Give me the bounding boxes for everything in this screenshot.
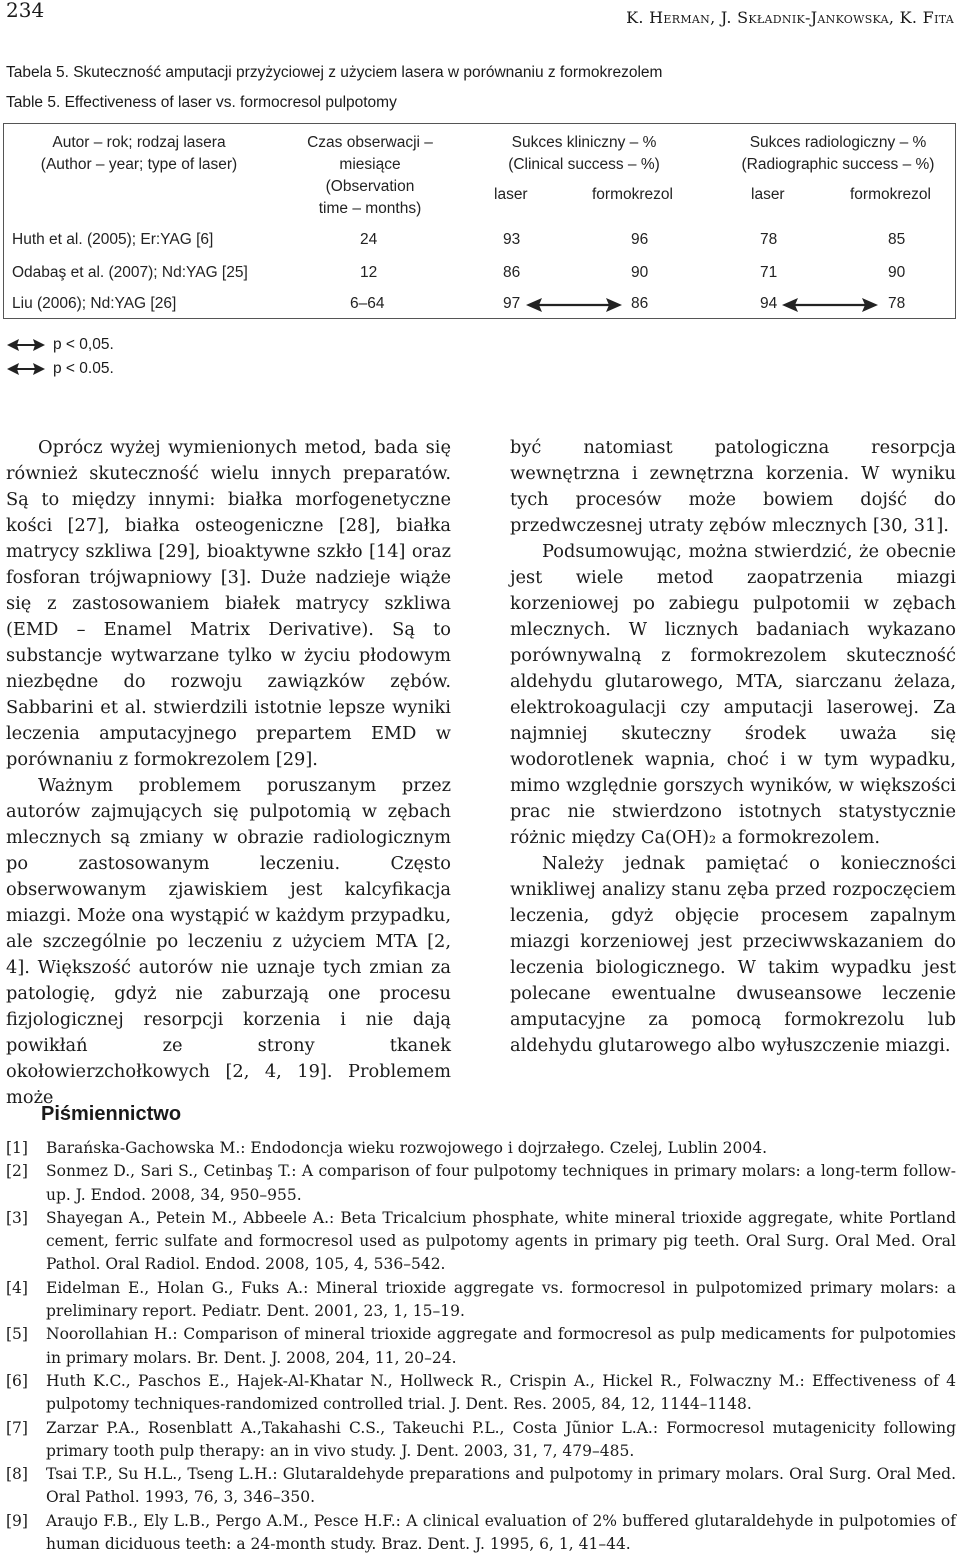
references-list [6, 1137, 956, 1556]
row-radio-laser: 94 [760, 295, 778, 312]
reference-number: [3] [6, 1208, 28, 1227]
row-clinical-laser: 97 [503, 295, 521, 312]
header-time-line: time – months) [318, 200, 422, 217]
header-radio-line: (Radiographic success – %) [741, 156, 935, 173]
reference-number: [4] [6, 1278, 28, 1297]
header-time-line: miesiące [339, 156, 401, 173]
body-paragraph: być natomiast patologiczna resorpcja wewnętrzna i zewnętrzna korzenia. W wyniku tych procesów może bowiem dojść do przedwczesnej utraty zębów mlecznych [30, 31]. [510, 437, 956, 536]
row-radio-formo: 90 [888, 264, 906, 281]
header-author-line: (Author – year; type of laser) [40, 156, 238, 173]
header-author [4, 132, 274, 176]
reference-item [6, 1370, 956, 1417]
row-clinical-formo: 86 [631, 295, 649, 312]
row-time: 12 [360, 264, 378, 281]
reference-number: [8] [6, 1465, 28, 1484]
reference-item [6, 1277, 956, 1324]
reference-text: Noorollahian H.: Comparison of mineral trioxide aggregate and formocresol as pulp medicaments for pulpotomies in primary molars. Br. Dent. J. 2008, 204, 11, 20–24. [46, 1325, 956, 1367]
row-time: 6–64 [350, 295, 385, 312]
running-header-authors: K. Herman, J. Składnik-Jankowska, K. Fita [626, 8, 954, 27]
row-radio-formo: 85 [888, 231, 906, 248]
row-time: 24 [360, 231, 378, 248]
page-number: 234 [6, 0, 45, 22]
significance-arrow-clinical [526, 297, 622, 313]
body-paragraph: Ważnym problemem poruszanym przez autorów zajmujących się pulpotomią w zębach mlecznych są zmiany w obrazie radiologicznym po zastosowanym leczeniu. Często obserwowanym zjawiskiem jest kalcyfikacja miazgi. Może ona wystąpić w każdym przypadku, ale szczególnie po leczeniu z użyciem MTA [2, 4]. Większość autorów nie uznaje tych zmian za patologię, gdyż nie zaburzają one procesu fizjologicznej resorpcji korzenia i nie dają powikłań ze strony tkanek okołowierzchołkowych [2, 4, 19]. Problemem może [6, 775, 451, 1108]
body-right-column [510, 435, 956, 1059]
references-title: Piśmiennictwo [41, 1103, 182, 1125]
legend-arrow-icon [7, 338, 45, 352]
body-left-column [6, 435, 451, 1111]
legend-arrow-icon [7, 362, 45, 376]
reference-text: Araujo F.B., Ely L.B., Pergo A.M., Pesce H.F.: A clinical evaluation of 2% buffered glutaraldehyde in pulpotomies of human diciduous teeth: a 24-month study. Braz. Dent. J. 1995, 6, 1, 41–44. [46, 1511, 956, 1554]
header-time-line: Czas obserwacji – [307, 134, 433, 151]
reference-item [6, 1417, 956, 1464]
subheader-laser-clinical: laser [494, 186, 528, 203]
reference-number: [9] [6, 1511, 28, 1530]
header-radio-line: Sukces radiologiczny – % [749, 134, 927, 151]
header-clinical-success [474, 132, 694, 176]
subheader-formokrezol-clinical: formokrezol [592, 186, 673, 203]
reference-number: [7] [6, 1418, 28, 1437]
row-clinical-formo: 96 [631, 231, 649, 248]
row-radio-formo: 78 [888, 295, 906, 312]
legend-text-en: p < 0.05. [53, 360, 114, 377]
reference-item [6, 1510, 956, 1556]
reference-text: Eidelman E., Holan G., Fuks A.: Mineral trioxide aggregate vs. formocresol in pulpotomized primary molars: a preliminary report. Pediatr. Dent. 2001, 23, 1, 15–19. [46, 1278, 956, 1321]
results-table [3, 123, 956, 319]
header-author-line: Autor – rok; rodzaj lasera [52, 134, 226, 151]
row-radio-laser: 71 [760, 264, 778, 281]
significance-arrow-radiographic [782, 297, 878, 313]
body-paragraph: Podsumowując, można stwierdzić, że obecnie jest wiele metod zaopatrzenia miazgi korzeniowej po zabiegu pulpotomii w zębach mlecznych. W licznych badaniach wykazano porównywalną z formokrezolem skuteczność aldehydu glutarowego, MTA, siarczanu żelaza, elektrokoagulacji czy amputacji laserowej. Za najmniej skuteczny środek uważa się wodorotlenek wapnia, choć i w tym wypadku, mimo względnie gorszych wyników, w większości prac nie stwierdzono istotnych statystycznie różnic między Ca(OH)₂ a formokrezolem. [510, 541, 956, 848]
subheader-laser-radiographic: laser [751, 186, 785, 203]
header-observation-time [280, 132, 460, 220]
legend-text-pl: p < 0,05. [53, 336, 114, 353]
reference-text: Shayegan A., Petein M., Abbeele A.: Beta Tricalcium phosphate, white mineral trioxide aggregate, white Portland cement, ferric sulfate and formocresol used as pulpotomy agents in primary pig teeth. Oral Surg. Oral Med. Oral Pathol. Oral Radiol. Endod. 2008, 105, 4, 536–542. [46, 1208, 956, 1274]
row-author: Odabaş et al. (2007); Nd:YAG [25] [12, 264, 248, 281]
reference-text: Sonmez D., Sari S., Cetinbaş T.: A comparison of four pulpotomy techniques in primary molars: a long-term follow-up. J. Endod. 2008, 34, 950–955. [46, 1162, 956, 1204]
row-author: Liu (2006); Nd:YAG [26] [12, 295, 177, 312]
body-paragraph: Należy jednak pamiętać o konieczności wnikliwej analizy stanu zęba przed rozpoczęciem leczenia, gdyż objęcie procesem zapalnym miazgi korzeniowej jest przeciwwskazaniem do leczenia biologicznego. W takim wypadku jest polecane ewentualne dwuseansowe leczenie amputacyjne za pomocą formokrezolu lub aldehydu glutarowego albo wyłuszczenie miazgi. [510, 853, 956, 1056]
reference-number: [2] [6, 1162, 28, 1181]
reference-text: Tsai T.P., Su H.L., Tseng L.H.: Glutaraldehyde preparations and pulpotomy in primary molars. Oral Surg. Oral Med. Oral Pathol. 1993, 76, 3, 346–350. [46, 1465, 956, 1507]
reference-item [6, 1160, 956, 1207]
row-author: Huth et al. (2005); Er:YAG [6] [12, 231, 214, 248]
row-clinical-formo: 90 [631, 264, 649, 281]
table-caption-pl: Tabela 5. Skuteczność amputacji przyżyciowej z użyciem lasera w porównaniu z formokrezolem [6, 64, 663, 81]
reference-text: Zarzar P.A., Rosenblatt A.,Takahashi C.S., Takeuchi P.L., Costa Jũnior L.A.: Formocresol mutagenicity following primary tooth pulp therapy: an in vivo study. J. Dent. 2003, 31, 7, 479–485. [46, 1418, 956, 1460]
reference-text: Huth K.C., Paschos E., Hajek-Al-Khatar N., Hollweck R., Crispin A., Hickel R., Folwaczny M.: Effectiveness of 4 pulpotomy techniques-randomized controlled trial. J. Dent. Res. 2005, 84, 12, 1144–1148. [46, 1371, 956, 1414]
reference-text: Barańska-Gachowska M.: Endodoncja wieku rozwojowego i dojrzałego. Czelej, Lublin 2004. [46, 1139, 768, 1157]
header-radiographic-success [722, 132, 954, 176]
header-clinical-line: Sukces kliniczny – % [511, 134, 657, 151]
reference-number: [5] [6, 1325, 28, 1344]
row-clinical-laser: 86 [503, 264, 521, 281]
reference-item [6, 1137, 956, 1160]
table-caption-en: Table 5. Effectiveness of laser vs. formocresol pulpotomy [6, 94, 397, 111]
reference-item [6, 1207, 956, 1277]
reference-number: [1] [6, 1139, 28, 1157]
row-clinical-laser: 93 [503, 231, 521, 248]
reference-number: [6] [6, 1371, 28, 1390]
row-radio-laser: 78 [760, 231, 778, 248]
header-clinical-line: (Clinical success – %) [508, 156, 660, 173]
reference-item [6, 1323, 956, 1370]
header-time-line: (Observation [325, 178, 415, 195]
reference-item [6, 1463, 956, 1510]
body-paragraph: Oprócz wyżej wymienionych metod, bada się również skuteczność wielu innych preparatów. Są to między innymi: białka morfogenetyczne kości [27], białka osteogeniczne [28], białka matrycy szkliwa [29], bioaktywne szkło [14] oraz fosforan trójwapniowy [3]. Duże nadzieje wiąże się z zastosowaniem białek matrycy szkliwa (EMD – Enamel Matrix Derivative). Są to substancje wytwarzane tylko w życiu płodowym niezbędne do rozwoju zawiązków zębów. Sabbarini et al. stwierdzili istotnie lepsze wyniki leczenia amputacyjnego prepartem EMD w porównaniu z formokrezolem [29]. [6, 437, 451, 770]
subheader-formokrezol-radiographic: formokrezol [850, 186, 931, 203]
